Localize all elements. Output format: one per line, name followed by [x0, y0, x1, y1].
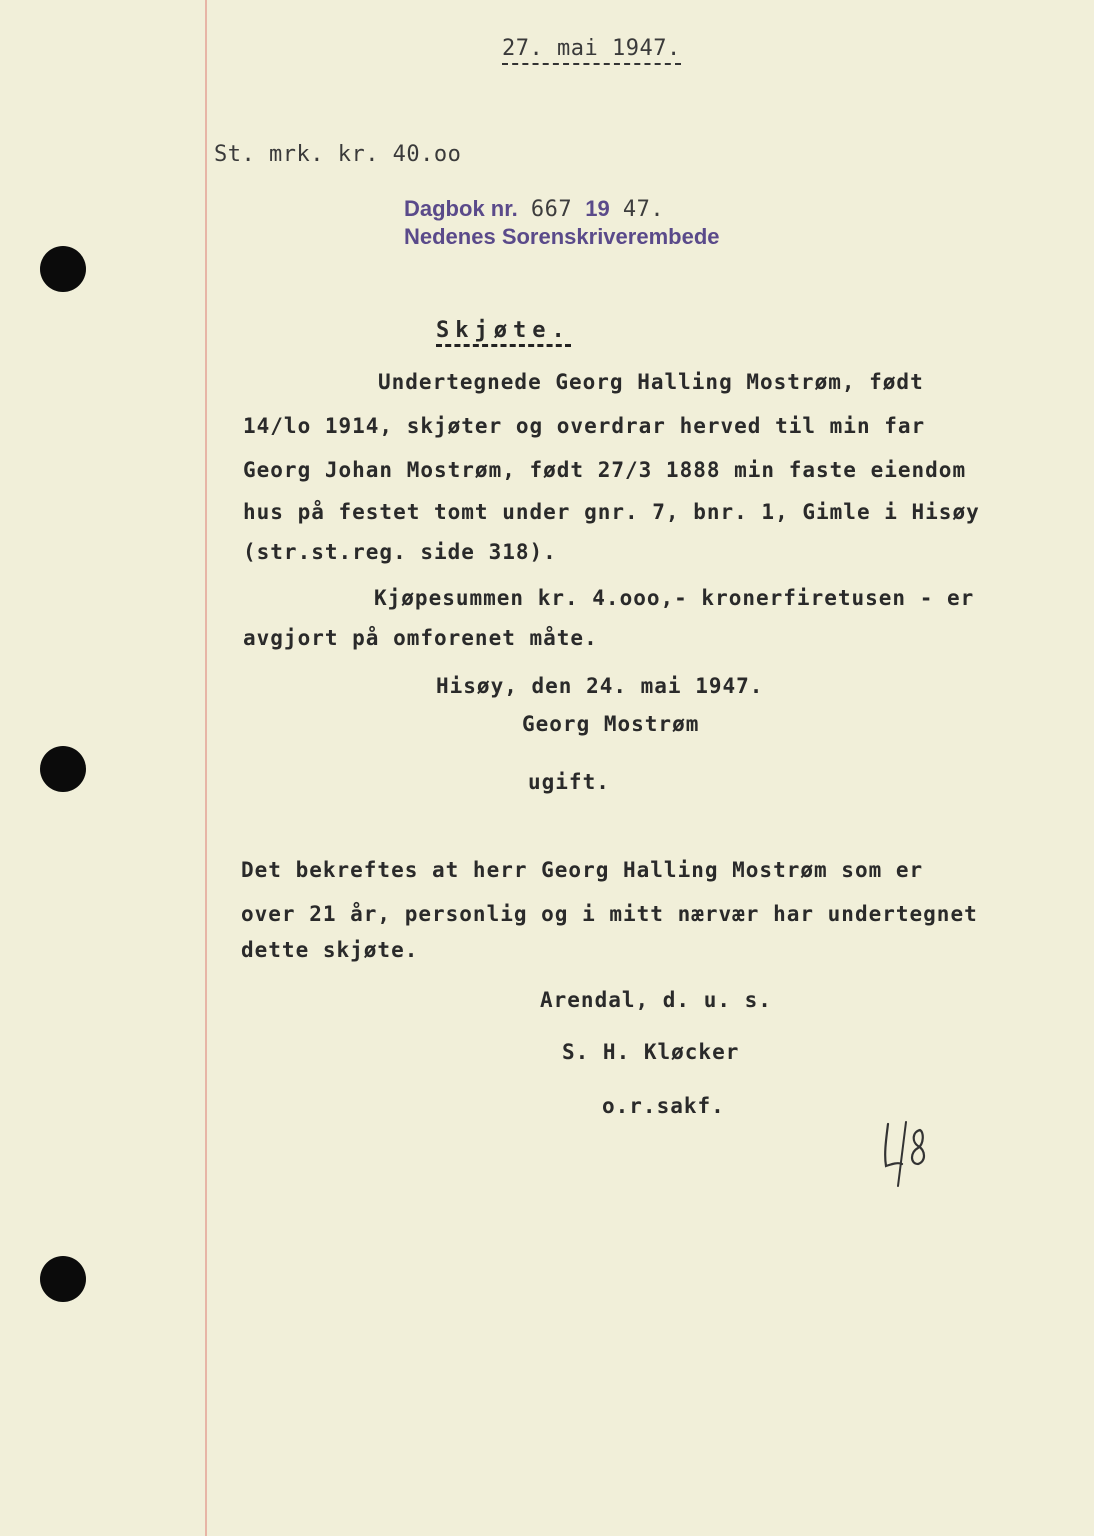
body-line: Georg Johan Mostrøm, født 27/3 1888 min faste eiendom [243, 458, 967, 482]
stamp-fee: St. mrk. kr. 40.oo [214, 142, 462, 167]
body-line: Kjøpesummen kr. 4.ooo,- kronerfiretusen - er [374, 586, 975, 610]
office-stamp: Nedenes Sorenskriverembede [404, 224, 720, 249]
body-line: 14/lo 1914, skjøter og overdrar herved til min far [243, 414, 926, 438]
body-line: hus på festet tomt under gnr. 7, bnr. 1, Gimle i Hisøy [243, 500, 980, 524]
dagbok-stamp [404, 196, 664, 222]
body-line: avgjort på omforenet måte. [243, 626, 598, 650]
dagbok-year: 47. [622, 197, 665, 222]
witness-title: o.r.sakf. [602, 1094, 725, 1118]
dagbok-label: Dagbok nr. [404, 196, 518, 221]
margin-line [205, 0, 207, 1536]
header-date: 27. mai 1947. [502, 36, 681, 65]
signature-status: ugift. [528, 770, 610, 794]
punch-hole [40, 1256, 86, 1302]
signature-place-date: Hisøy, den 24. mai 1947. [436, 674, 764, 698]
punch-hole [40, 246, 86, 292]
dagbok-year-prefix: 19 [585, 196, 610, 221]
witness-place: Arendal, d. u. s. [540, 988, 772, 1012]
attestation-line: dette skjøte. [241, 938, 419, 962]
witness-name: S. H. Kløcker [562, 1040, 740, 1064]
handwritten-initials [876, 1120, 936, 1190]
attestation-line: over 21 år, personlig og i mitt nærvær har undertegnet [241, 902, 978, 926]
body-line: Undertegnede Georg Halling Mostrøm, født [378, 370, 924, 394]
punch-hole [40, 746, 86, 792]
body-line: (str.st.reg. side 318). [243, 540, 557, 564]
attestation-line: Det bekreftes at herr Georg Halling Mostrøm som er [241, 858, 924, 882]
dagbok-number: 667 [530, 197, 573, 222]
signature-name: Georg Mostrøm [522, 712, 700, 736]
document-title: Skjøte. [436, 318, 571, 347]
